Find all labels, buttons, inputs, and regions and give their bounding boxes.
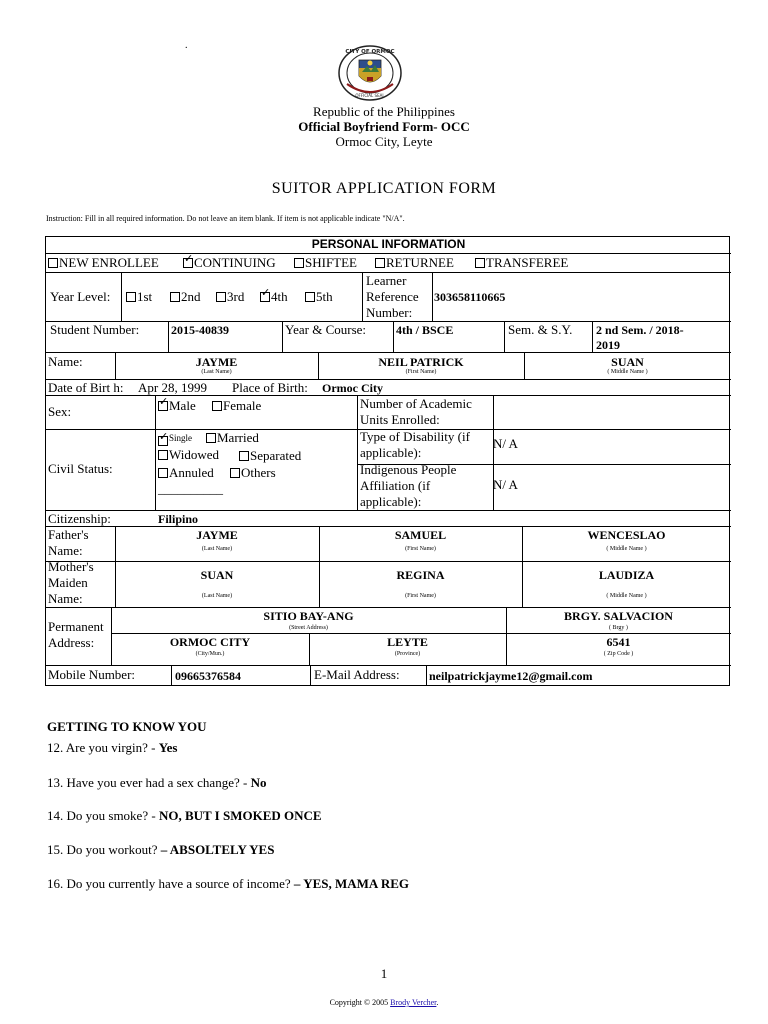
checkbox-icon: [158, 450, 168, 460]
year-3rd[interactable]: 3rd: [216, 289, 244, 304]
checkbox-icon: [48, 258, 58, 268]
sem-sy-label: Sem. & S.Y.: [508, 322, 573, 337]
page-number: 1: [380, 966, 388, 981]
personal-info-table: [45, 236, 730, 686]
year-course-value[interactable]: 4th / BSCE: [396, 323, 454, 337]
civil-status-label: Civil Status:: [48, 461, 113, 476]
year-4th[interactable]: ✓ 4th: [260, 289, 288, 304]
disability-label-2: applicable):: [360, 445, 422, 460]
academic-units-label-2: Units Enrolled:: [360, 412, 440, 427]
lrn-label-3: Number:: [366, 305, 413, 320]
last-name-caption: (Last Name): [201, 369, 232, 375]
header-republic: Republic of the Philippines: [313, 104, 455, 119]
checkbox-icon: [206, 433, 216, 443]
checkbox-icon: [158, 468, 168, 478]
sex-label: Sex:: [48, 404, 72, 419]
mother-last-caption: (Last Name): [201, 593, 233, 599]
checkbox-icon: [216, 292, 226, 302]
pob-label: Place of Birth:: [232, 380, 308, 395]
mother-label-1: Mother's: [48, 559, 94, 574]
page-title: SUITOR APPLICATION FORM: [271, 180, 497, 197]
street-value[interactable]: SITIO BAY-ANG: [263, 609, 354, 623]
checkbox-icon: [475, 258, 485, 268]
checkbox-checked-icon: [158, 401, 168, 411]
question-16: 16. Do you currently have a source of income? – YES, MAMA REG: [47, 876, 409, 891]
mother-middle-value[interactable]: LAUDIZA: [598, 568, 655, 582]
civil-widowed[interactable]: Widowed: [158, 447, 219, 462]
city-value[interactable]: ORMOC CITY: [169, 635, 251, 649]
permanent-label-1: Permanent: [48, 619, 104, 634]
enroll-transferee[interactable]: TRANSFEREE: [475, 255, 568, 270]
sem-sy-value-2[interactable]: 2019: [596, 338, 620, 352]
mother-label-3: Name:: [48, 591, 83, 606]
city-caption: (City/Mun.): [195, 651, 225, 657]
civil-single[interactable]: ✓Single: [158, 431, 192, 450]
answer-13: No: [250, 775, 267, 790]
academic-units-label-1: Number of Academic: [360, 396, 472, 411]
student-number-label: Student Number:: [50, 322, 140, 337]
checkbox-icon: [126, 292, 136, 302]
instruction-text: Instruction: Fill in all required information. Do not leave an item blank. If item is not applicable indicate "N/A".: [46, 214, 405, 223]
header-form-org: Official Boyfriend Form- OCC: [298, 119, 470, 134]
sem-sy-value-1[interactable]: 2 nd Sem. / 2018-: [596, 323, 684, 337]
year-2nd[interactable]: 2nd: [170, 289, 201, 304]
civil-separated[interactable]: Separated: [239, 448, 301, 463]
enroll-returnee[interactable]: RETURNEE: [375, 255, 454, 270]
province-caption: (Province): [394, 651, 421, 657]
dob-value[interactable]: Apr 28, 1999: [138, 380, 207, 395]
enroll-shiftee[interactable]: SHIFTEE: [294, 255, 357, 270]
email-value[interactable]: neilpatrickjayme12@gmail.com: [429, 669, 593, 683]
question-15: 15. Do you workout? – ABSOLTELY YES: [47, 842, 275, 857]
year-course-label: Year & Course:: [285, 322, 367, 337]
checkbox-icon: [230, 468, 240, 478]
father-middle-value[interactable]: WENCESLAO: [587, 528, 666, 542]
checkbox-checked-icon: [158, 436, 168, 446]
middle-name-caption: ( Middle Name ): [607, 369, 648, 375]
name-label: Name:: [48, 354, 83, 369]
zip-value[interactable]: 6541: [606, 635, 631, 649]
stray-dot: .: [185, 40, 188, 51]
copyright: Copyright © 2005 Brody Vercher.: [329, 998, 439, 1007]
brgy-value[interactable]: BRGY. SALVACION: [564, 609, 673, 623]
year-5th[interactable]: 5th: [305, 289, 333, 304]
civil-others-blank[interactable]: __________: [158, 481, 223, 496]
street-caption: (Street Address): [289, 625, 328, 631]
copyright-link[interactable]: Brody Vercher: [390, 998, 437, 1007]
middle-name-value[interactable]: SUAN: [611, 355, 644, 369]
citizenship-value[interactable]: Filipino: [158, 512, 199, 526]
enroll-continuing[interactable]: ✓ CONTINUING: [183, 255, 276, 270]
answer-14: NO, BUT I SMOKED ONCE: [158, 808, 322, 823]
disability-value[interactable]: N/ A: [493, 436, 518, 451]
father-label-2: Name:: [48, 543, 83, 558]
checkbox-icon: [239, 451, 249, 461]
mother-last-value[interactable]: SUAN: [200, 568, 234, 582]
civil-others[interactable]: Others: [230, 465, 276, 480]
sex-female[interactable]: Female: [212, 398, 261, 413]
checkbox-icon: [305, 292, 315, 302]
disability-label-1: Type of Disability (if: [360, 429, 470, 444]
seal-top-text: CITY OF ORMOC: [345, 49, 395, 55]
mother-first-caption: (First Name): [405, 593, 436, 599]
city-seal-icon: [337, 44, 403, 102]
first-name-caption: (First Name): [405, 369, 437, 375]
father-middle-caption: ( Middle Name ): [606, 546, 647, 552]
question-13: 13. Have you ever had a sex change? - No: [47, 775, 267, 790]
sex-male[interactable]: ✓ Male: [158, 398, 196, 413]
civil-annuled[interactable]: Annuled: [158, 465, 214, 480]
mobile-label: Mobile Number:: [48, 667, 136, 682]
mother-label-2: Maiden: [48, 575, 88, 590]
checkbox-checked-icon: [183, 258, 193, 268]
student-number-value[interactable]: 2015-40839: [171, 323, 229, 337]
checkbox-icon: [375, 258, 385, 268]
answer-16: – YES, MAMA REG: [293, 876, 409, 891]
seal-bottom-text: OFFICIAL SEAL: [355, 93, 385, 98]
lrn-label-1: Learner: [366, 273, 407, 288]
email-label: E-Mail Address:: [314, 667, 400, 682]
permanent-label-2: Address:: [48, 635, 95, 650]
mother-middle-caption: ( Middle Name ): [606, 593, 647, 599]
father-first-caption: (First Name): [405, 546, 436, 552]
province-value[interactable]: LEYTE: [387, 635, 428, 649]
checkbox-checked-icon: [260, 292, 270, 302]
year-1st[interactable]: 1st: [126, 289, 152, 304]
indigenous-label-3: applicable):: [360, 494, 422, 509]
answer-15: – ABSOLTELY YES: [160, 842, 275, 857]
question-14: 14. Do you smoke? - NO, BUT I SMOKED ONCE: [47, 808, 322, 823]
father-last-caption: (Last Name): [201, 546, 233, 552]
indigenous-value[interactable]: N/ A: [493, 477, 518, 492]
dob-label: Date of Birt h:: [48, 380, 124, 395]
father-first-value[interactable]: SAMUEL: [394, 528, 447, 542]
checkbox-icon: [212, 401, 222, 411]
civil-married[interactable]: Married: [206, 430, 259, 445]
checkbox-icon: [170, 292, 180, 302]
enroll-new[interactable]: NEW ENROLLEE: [48, 255, 159, 270]
zip-caption: ( Zip Code ): [603, 651, 634, 657]
last-name-value[interactable]: JAYME: [195, 355, 238, 369]
brgy-caption: ( Brgy ): [609, 625, 628, 631]
lrn-value[interactable]: 303658110665: [434, 290, 506, 304]
citizenship-label: Citizenship:: [48, 511, 111, 526]
pob-value[interactable]: Ormoc City: [322, 381, 383, 395]
father-last-value[interactable]: JAYME: [196, 528, 238, 542]
lrn-label-2: Reference: [366, 289, 419, 304]
mobile-value[interactable]: 09665376584: [175, 669, 241, 683]
getting-to-know-heading: GETTING TO KNOW YOU: [47, 719, 207, 734]
father-label-1: Father's: [48, 527, 89, 542]
question-12: 12. Are you virgin? - Yes: [47, 740, 178, 755]
indigenous-label-2: Affiliation (if: [360, 478, 431, 493]
header-city: Ormoc City, Leyte: [335, 134, 433, 149]
indigenous-label-1: Indigenous People: [360, 462, 457, 477]
year-level-label: Year Level:: [50, 289, 111, 304]
mother-first-value[interactable]: REGINA: [396, 568, 445, 582]
answer-12: Yes: [158, 740, 178, 755]
checkbox-icon: [294, 258, 304, 268]
first-name-value[interactable]: NEIL PATRICK: [378, 355, 464, 369]
personal-info-heading: PERSONAL INFORMATION: [311, 237, 466, 251]
